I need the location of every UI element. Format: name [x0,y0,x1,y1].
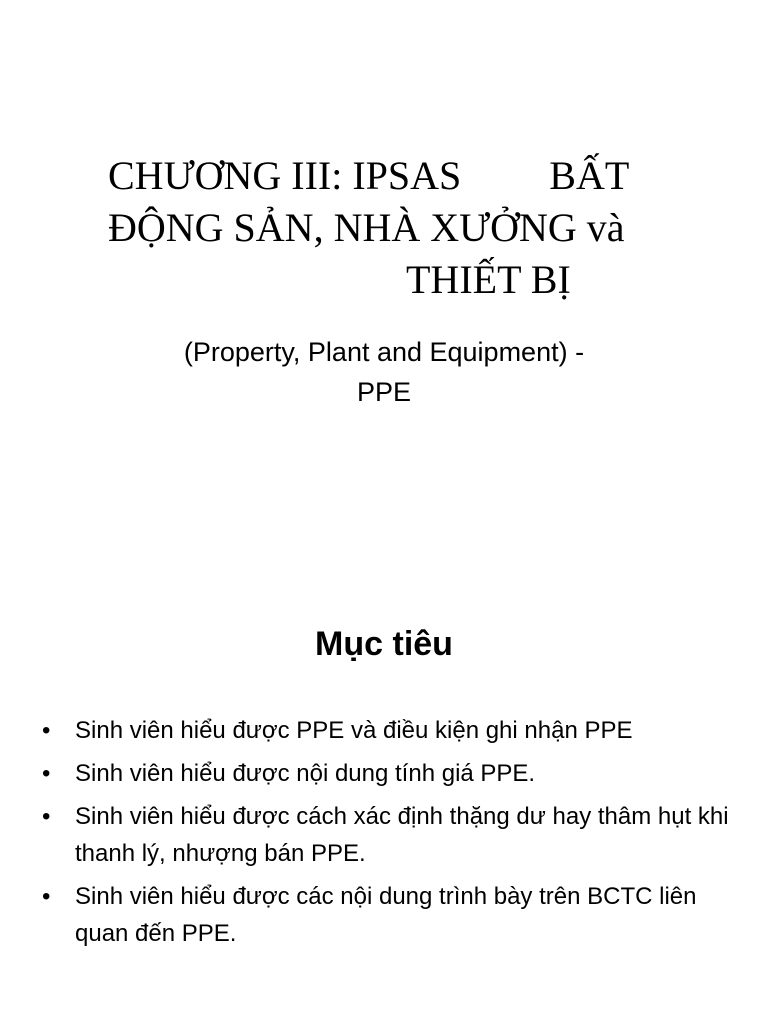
list-item [42,755,732,792]
title-line-2: ĐỘNG SẢN, NHÀ XƯỞNG và [108,205,625,250]
title-line-3: THIẾT BỊ [406,257,571,302]
list-item [42,712,732,749]
bullet-icon: • [42,717,51,744]
objective-text: Sinh viên hiểu được cách xác định thặng dư hay thâm hụt khi thanh lý, nhượng bán PPE. [75,803,729,867]
objectives-heading: Mục tiêu [315,625,453,663]
objective-text: Sinh viên hiểu được PPE và điều kiện ghi nhận PPE [75,717,633,744]
subtitle-line-1: (Property, Plant and Equipment) - [183,337,585,367]
title-line-1 [100,150,668,202]
list-item [42,798,732,872]
bullet-icon: • [42,883,51,910]
bullet-icon: • [42,803,51,830]
objective-text: Sinh viên hiểu được các nội dung trình bày trên BCTC liên quan đến PPE. [75,883,697,947]
subtitle-line-2: PPE [356,377,412,407]
objectives-list [42,712,732,958]
objective-text: Sinh viên hiểu được nội dung tính giá PPE. [75,760,536,787]
objectives-slide [0,512,768,1024]
list-item [42,878,732,952]
slide-title [100,150,668,306]
bullet-icon: • [42,760,51,787]
title-line-1-part-a: CHƯƠNG III: IPSAS [108,153,462,198]
title-line-1-part-b: BẤT [549,153,630,198]
slide-subtitle [100,332,668,412]
